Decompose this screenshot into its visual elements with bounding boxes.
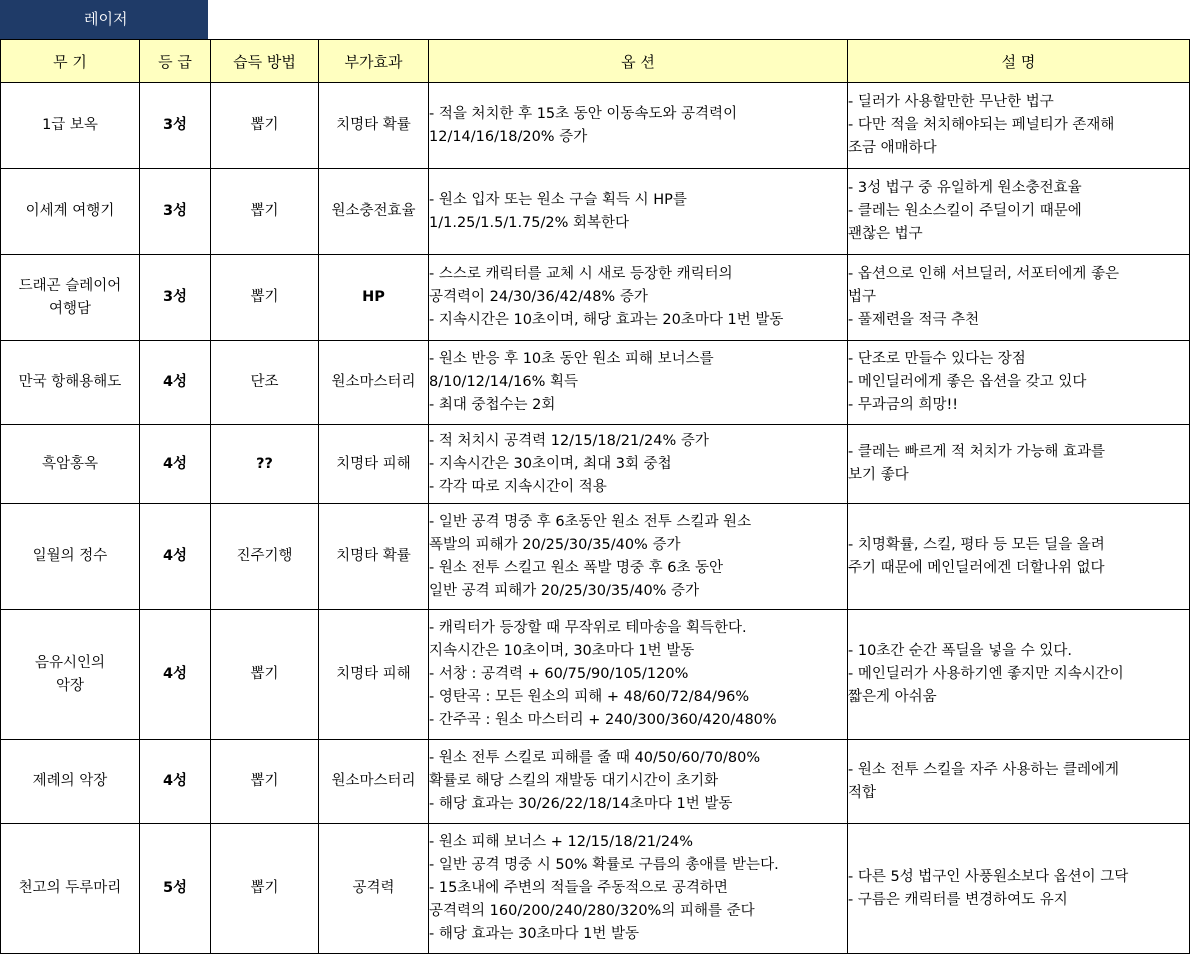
weapon-name: 흑암홍옥 <box>41 455 99 472</box>
weapon-name: 이세계 여행기 <box>25 203 115 219</box>
grade-cell: 4성 <box>140 740 211 824</box>
option-line: 지속시간은 10초이며, 30초마다 1번 발동 <box>429 643 695 659</box>
weapon-cell <box>1 83 140 169</box>
desc-line: - 클레는 빠르게 적 처치가 가능해 효과를 <box>848 444 1105 460</box>
option-line: - 원소 피해 보너스 + 12/15/18/21/24% <box>429 834 694 850</box>
grade-cell: 3성 <box>140 83 211 169</box>
desc-line: - 무과금의 희망!! <box>848 397 959 413</box>
desc-line: - 다른 5성 법구인 사풍원소보다 옵션이 그닥 <box>848 868 1129 885</box>
option-line: - 서창 : 공격력 + 60/75/90/105/120% <box>429 666 689 682</box>
option-line: 8/10/12/14/16% 획득 <box>429 374 578 390</box>
grade-cell: 4성 <box>140 425 211 504</box>
option-cell <box>429 83 848 169</box>
option-line: - 적을 처치한 후 15초 동안 이동속도와 공격력이 <box>429 105 738 122</box>
weapon-cell <box>1 425 140 504</box>
grade-cell: 4성 <box>140 610 211 740</box>
acquire-cell: 뽑기 <box>211 740 319 824</box>
desc-line: 적합 <box>848 784 877 801</box>
option-cell <box>429 425 848 504</box>
desc-line: 괜찮은 법구 <box>848 226 923 242</box>
weapon-cell <box>1 610 140 740</box>
option-line: - 지속시간은 10초이며, 해당 효과는 20초마다 1번 발동 <box>429 312 784 328</box>
desc-line: - 메인딜러가 사용하기엔 좋지만 지속시간이 <box>848 666 1124 682</box>
grade-cell: 4성 <box>140 504 211 610</box>
option-line: - 최대 중첩수는 2회 <box>429 397 556 413</box>
weapon-cell <box>1 341 140 425</box>
option-line: - 원소 반응 후 10초 동안 원소 피해 보너스를 <box>429 351 714 367</box>
weapon-name: 일월의 정수 <box>32 548 108 564</box>
acquire-cell: ?? <box>211 425 319 504</box>
option-cell <box>429 169 848 255</box>
substat-cell: 치명타 피해 <box>319 425 429 504</box>
desc-line: - 클레는 원소스킬이 주딜이기 때문에 <box>848 203 1082 219</box>
substat-cell: 공격력 <box>319 824 429 954</box>
grade-cell: 4성 <box>140 341 211 425</box>
header-option: 옵 션 <box>429 40 848 83</box>
acquire-cell: 단조 <box>211 341 319 425</box>
option-line: - 일반 공격 명중 후 6초동안 원소 전투 스킬과 원소 <box>429 513 752 530</box>
acquire-cell: 진주기행 <box>211 504 319 610</box>
desc-cell <box>848 341 1190 425</box>
option-line: - 적 처치시 공격력 12/15/18/21/24% 증가 <box>429 432 709 449</box>
table-row <box>1 610 1190 740</box>
header-desc: 설 명 <box>848 40 1190 83</box>
weapon-cell <box>1 740 140 824</box>
weapon-cell <box>1 824 140 954</box>
grade-cell: 5성 <box>140 824 211 954</box>
header-substat: 부가효과 <box>319 40 429 83</box>
desc-line: - 원소 전투 스킬을 자주 사용하는 클레에게 <box>848 761 1120 778</box>
grade-cell: 3성 <box>140 169 211 255</box>
option-line: - 영탄곡 : 모든 원소의 피해 + 48/60/72/84/96% <box>429 689 750 705</box>
acquire-cell: 뽑기 <box>211 255 319 341</box>
option-line: - 원소 입자 또는 원소 구슬 획득 시 HP를 <box>429 191 687 208</box>
option-line: 12/14/16/18/20% 증가 <box>429 128 588 145</box>
weapon-cell <box>1 504 140 610</box>
substat-cell: 치명타 확률 <box>319 504 429 610</box>
option-line: - 스스로 캐릭터를 교체 시 새로 등장한 캐릭터의 <box>429 266 733 282</box>
table-row <box>1 824 1190 954</box>
header-weapon: 무 기 <box>1 40 140 83</box>
desc-cell <box>848 504 1190 610</box>
desc-line: - 메인딜러에게 좋은 옵션을 갖고 있다 <box>848 374 1087 390</box>
substat-cell: HP <box>319 255 429 341</box>
desc-cell <box>848 169 1190 255</box>
substat-cell: 치명타 확률 <box>319 83 429 169</box>
desc-line: 보기 좋다 <box>848 467 909 483</box>
desc-line: - 10초간 순간 폭딜을 넣을 수 있다. <box>848 643 1073 659</box>
table-row <box>1 169 1190 255</box>
option-line: 확률로 해당 스킬의 재발동 대기시간이 초기화 <box>429 773 719 789</box>
acquire-cell: 뽑기 <box>211 83 319 169</box>
desc-line: - 다만 적을 처치해야되는 페널티가 존재해 <box>848 117 1115 133</box>
option-line: - 지속시간은 30초이며, 최대 3회 중첩 <box>429 455 672 472</box>
option-cell <box>429 255 848 341</box>
substat-cell: 원소마스터리 <box>319 341 429 425</box>
desc-line: - 딜러가 사용할만한 무난한 법구 <box>848 94 1054 110</box>
option-cell <box>429 740 848 824</box>
table-row <box>1 425 1190 504</box>
option-line: 1/1.25/1.5/1.75/2% 회복한다 <box>429 214 630 231</box>
option-line: 공격력의 160/200/240/280/320%의 피해를 준다 <box>429 903 755 919</box>
option-line: - 캐릭터가 등장할 때 무작위로 테마송을 획득한다. <box>429 620 747 636</box>
weapon-name: 드래곤 슬레이어 <box>18 277 122 294</box>
desc-line: 조금 애매하다 <box>848 140 937 156</box>
acquire-cell: 뽑기 <box>211 610 319 740</box>
sheet-tab[interactable]: 레이저 <box>0 0 208 39</box>
table-row <box>1 740 1190 824</box>
option-cell <box>429 824 848 954</box>
weapon-cell <box>1 169 140 255</box>
desc-cell <box>848 83 1190 169</box>
grade-cell: 3성 <box>140 255 211 341</box>
desc-line: 짧은게 아쉬움 <box>848 689 937 705</box>
desc-line: - 치명확률, 스킬, 평타 등 모든 딜을 올려 <box>848 536 1105 553</box>
table-row <box>1 255 1190 341</box>
desc-line: 주기 때문에 메인딜러에겐 더할나위 없다 <box>848 559 1105 576</box>
option-line: 폭발의 피해가 20/25/30/35/40% 증가 <box>429 536 681 553</box>
option-cell <box>429 341 848 425</box>
desc-line: 법구 <box>848 289 877 305</box>
table-row <box>1 341 1190 425</box>
desc-cell <box>848 255 1190 341</box>
desc-cell <box>848 425 1190 504</box>
weapon-table <box>0 39 1190 954</box>
desc-line: - 구름은 캐릭터를 변경하여도 유지 <box>848 891 1068 908</box>
acquire-cell: 뽑기 <box>211 169 319 255</box>
option-line: - 각각 따로 지속시간이 적용 <box>429 478 607 495</box>
option-cell <box>429 610 848 740</box>
weapon-name: 1급 보옥 <box>42 117 98 133</box>
option-line: 일반 공격 피해가 20/25/30/35/40% 증가 <box>429 582 700 599</box>
table-row <box>1 83 1190 169</box>
weapon-cell <box>1 255 140 341</box>
header-row <box>1 40 1190 83</box>
substat-cell: 치명타 피해 <box>319 610 429 740</box>
option-line: - 일반 공격 명중 시 50% 확률로 구름의 총애를 받는다. <box>429 857 779 873</box>
option-line: - 원소 전투 스킬로 피해를 줄 때 40/50/60/70/80% <box>429 750 761 766</box>
weapon-name: 음유시인의 <box>34 654 106 671</box>
header-grade: 등 급 <box>140 40 211 83</box>
weapon-name: 여행담 <box>48 300 92 317</box>
desc-line: - 단조로 만들수 있다는 장점 <box>848 351 1026 367</box>
desc-line: - 옵션으로 인해 서브딜러, 서포터에게 좋은 <box>848 266 1120 282</box>
weapon-name: 제례의 악장 <box>32 773 108 789</box>
desc-cell <box>848 740 1190 824</box>
desc-line: - 풀제련을 적극 추천 <box>848 312 980 328</box>
option-line: - 해당 효과는 30/26/22/18/14초마다 1번 발동 <box>429 796 733 812</box>
weapon-name: 악장 <box>55 677 84 694</box>
weapon-name: 만국 항해용해도 <box>18 374 122 390</box>
substat-cell: 원소충전효율 <box>319 169 429 255</box>
acquire-cell: 뽑기 <box>211 824 319 954</box>
option-line: 공격력이 24/30/36/42/48% 증가 <box>429 289 648 305</box>
desc-line: - 3성 법구 중 유일하게 원소충전효율 <box>848 180 1082 196</box>
substat-cell: 원소마스터리 <box>319 740 429 824</box>
option-line: - 간주곡 : 원소 마스터리 + 240/300/360/420/480% <box>429 712 777 728</box>
option-line: - 15초내에 주변의 적들을 주동적으로 공격하면 <box>429 880 728 896</box>
option-cell <box>429 504 848 610</box>
weapon-name: 천고의 두루마리 <box>18 880 122 896</box>
option-line: - 해당 효과는 30초마다 1번 발동 <box>429 926 640 942</box>
desc-cell <box>848 610 1190 740</box>
option-line: - 원소 전투 스킬고 원소 폭발 명중 후 6초 동안 <box>429 559 724 576</box>
header-acquire: 습득 방법 <box>211 40 319 83</box>
desc-cell <box>848 824 1190 954</box>
table-row <box>1 504 1190 610</box>
